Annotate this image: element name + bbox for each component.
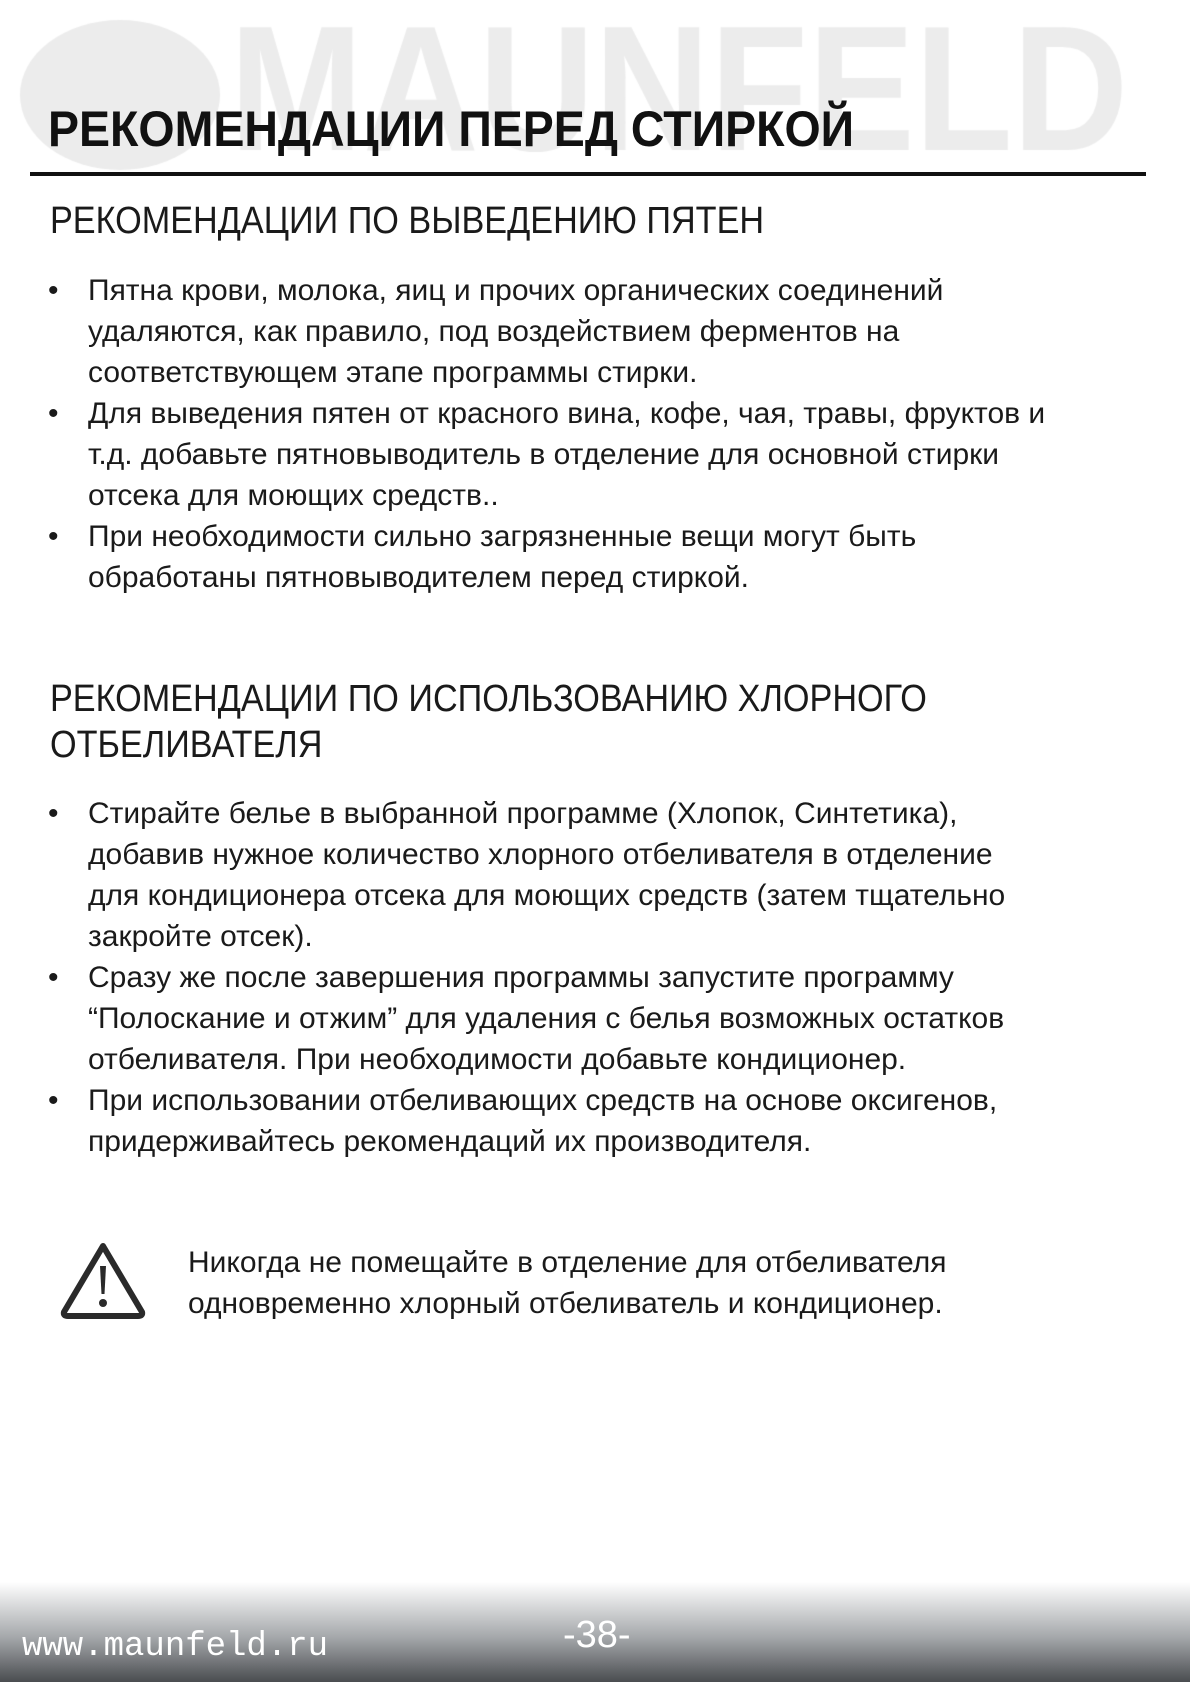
list-item: • Стирайте белье в выбранной программе (Хлопок, Синтетика), добавив нужное количество хлорного отбеливателя в отделение для кондиционера отсека для моющих средств (затем тщательно закройте отсек).	[48, 797, 1006, 953]
footer-url: www.maunfeld.ru	[22, 1628, 329, 1666]
bleach-list	[0, 793, 1005, 1162]
list-item: • Пятна крови, молока, яиц и прочих органических соединений удаляются, как правило, под воздействием ферментов на соответствующем этапе программы стирки.	[48, 274, 944, 389]
page-title: РЕКОМЕНДАЦИИ ПЕРЕД СТИРКОЙ	[48, 101, 855, 157]
list-item: • При использовании отбеливающих средств на основе оксигенов, придерживайтесь рекомендаций их производителя.	[48, 1084, 998, 1158]
section-heading-bleach: РЕКОМЕНДАЦИИ ПО ИСПОЛЬЗОВАНИЮ ХЛОРНОГО ОТБЕЛИВАТЕЛЯ	[50, 678, 927, 766]
list-item: • Сразу же после завершения программы запустите программу “Полоскание и отжим” для удаления с белья возможных остатков отбеливателя. При необходимости добавьте кондиционер.	[48, 961, 1005, 1076]
list-item: • Для выведения пятен от красного вина, кофе, чая, травы, фруктов и т.д. добавьте пятновыводитель в отделение для основной стирки отсека для моющих средств..	[48, 397, 1046, 512]
warning-triangle-icon	[58, 1240, 148, 1320]
title-divider	[30, 172, 1146, 176]
list-item: • При необходимости сильно загрязненные вещи могут быть обработаны пятновыводителем перед стиркой.	[48, 520, 917, 594]
warning-text: Никогда не помещайте в отделение для отбеливателя одновременно хлорный отбеливатель и кондиционер.	[188, 1246, 947, 1320]
page-number: -38-	[563, 1614, 631, 1656]
stain-list	[0, 270, 1045, 598]
section-heading-stains: РЕКОМЕНДАЦИИ ПО ВЫВЕДЕНИЮ ПЯТЕН	[50, 200, 765, 242]
